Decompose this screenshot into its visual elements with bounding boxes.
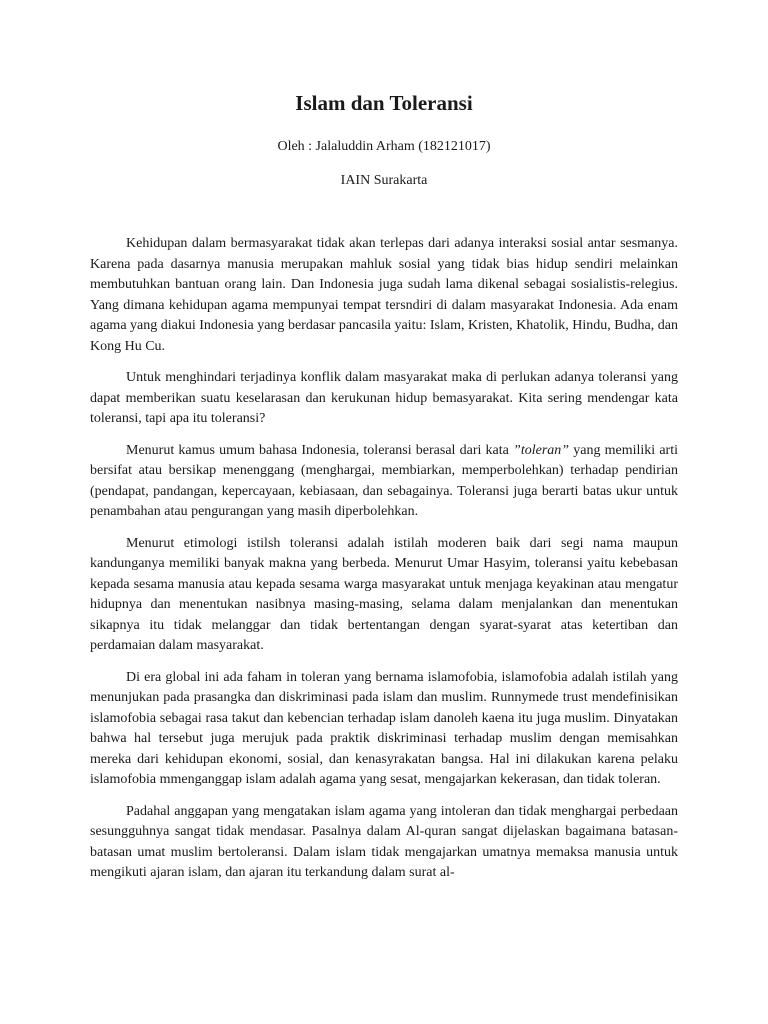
paragraph-6: Padahal anggapan yang mengatakan islam agama yang intoleran dan tidak menghargai perbedaan sesungguhnya sangat tidak mendasar. Pasalnya dalam Al-quran sangat dijelaskan bagaimana batasan-batasan umat muslim bertoleransi. Dalam islam tidak mengajarkan umatnya memaksa manusia untuk mengikuti ajaran islam, dan ajaran itu terkandung dalam surat al- [90,803,678,880]
paragraph-3-emphasis: ”toleran” [513,442,570,458]
paragraph-3-text-b: yang memiliki arti bersifat atau bersikap menenggang (menghargai, membiarkan, memperbolehkan) terhadap pendirian (pendapat, pandangan, kepercayaan, kebiasaan, dan sebagainya. Toleransi juga berarti batas ukur untuk penambahan atau pengurangan yang masih diperbolehkan. [90,442,678,519]
paragraph-4: Menurut etimologi istilsh toleransi adalah istilah moderen baik dari segi nama maupun kandunganya memiliki banyak makna yang berbeda. Menurut Umar Hasyim, toleransi yaitu kebebasan kepada sesama manusia atau kepada sesama warga masyarakat untuk menjaga keyakinan atau mengatur hidupnya dan menentukan nasibnya masing-masing, selama dalam menjalankan dan menentukan sikapnya itu tidak melanggar dan tidak bertentangan dengan syarat-syarat atas ketertiban dan perdamaian dalam masyarakat. [90,535,678,653]
paragraph-3-text-a: Menurut kamus umum bahasa Indonesia, toleransi berasal dari kata [126,442,514,458]
paragraph-3 [90,441,678,523]
document-institution: IAIN Surakarta [340,173,428,188]
document-page [90,90,678,895]
paragraph-1: Kehidupan dalam bermasyarakat tidak akan terlepas dari adanya interaksi sosial antar sesmanya. Karena pada dasarnya manusia merupakan mahluk sosial yang tidak bias hidup sendiri melainkan membutuhkan bantuan orang lain. Dan Indonesia juga sudah lama dikenal sebagai sosialistis-relegius. Yang dimana kehidupan agama mempunyai tempat tersndiri di dalam masyarakat Indonesia. Ada enam agama yang diakui Indonesia yang berdasar pancasila yaitu: Islam, Kristen, Khatolik, Hindu, Budha, dan Kong Hu Cu. [90,236,678,354]
document-title: Islam dan Toleransi [295,91,473,115]
document-body [90,234,678,884]
document-author: Oleh : Jalaluddin Arham (182121017) [277,139,491,154]
paragraph-2: Untuk menghindari terjadinya konflik dalam masyarakat maka di perlukan adanya toleransi yang dapat memberikan suatu keselarasan dan kerukunan hidup bemasyarakat. Kita sering mendengar kata toleransi, tapi apa itu toleransi? [90,370,678,426]
paragraph-5: Di era global ini ada faham in toleran yang bernama islamofobia, islamofobia adalah istilah yang menunjukan pada prasangka dan diskriminasi pada islam dan muslim. Runnymede trust mendefinisikan islamofobia sebagai rasa takut dan kebencian terhadap islam danoleh kaena itu juga muslim. Dinyatakan bahwa hal tersebut juga merujuk pada praktik diskriminasi terhadap muslim dengan memisahkan mereka dari kehidupan ekonomi, sosial, dan kenasyrakatan bangsa. Hal ini dilakukan karena pelaku islamofobia mmenganggap islam adalah agama yang sesat, mengajarkan kekerasan, dan tidak toleran. [90,669,678,787]
